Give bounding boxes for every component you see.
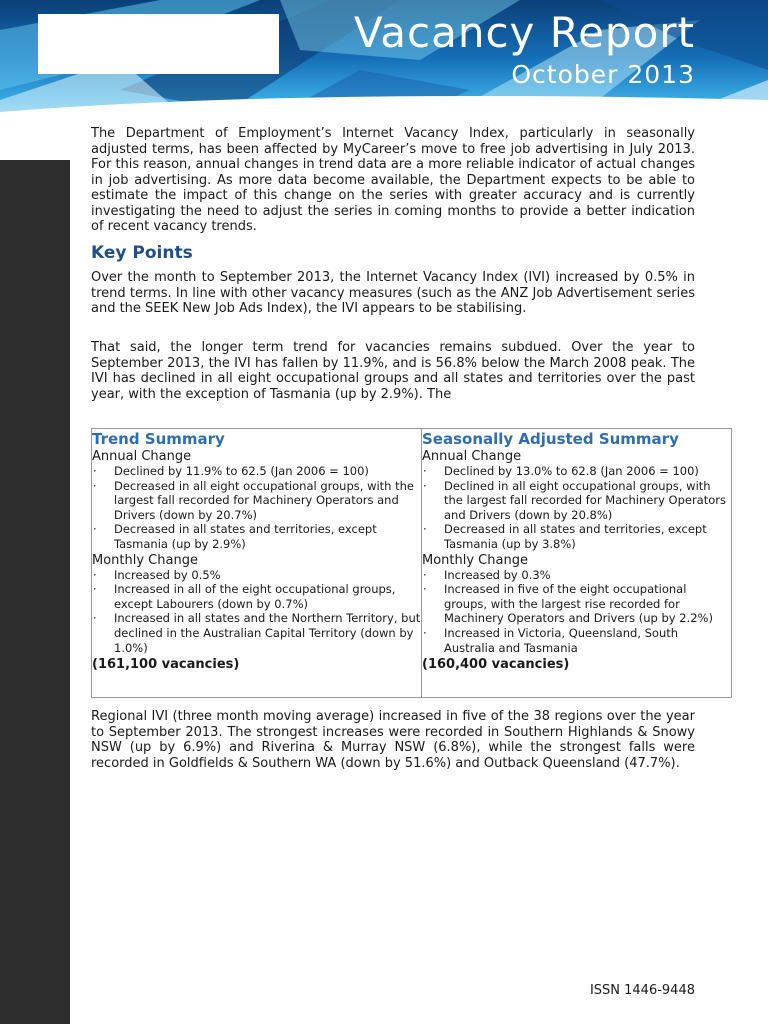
key-points-heading: Key Points: [91, 243, 193, 263]
trend-annual-list: [92, 464, 421, 552]
sa-annual-heading: Annual Change: [422, 449, 522, 464]
list-item: · Increased in all states and the Northern Territory, but declined in the Australian Capital Territory (down by 1.0%): [92, 611, 421, 655]
list-item: · Increased in Victoria, Queensland, South Australia and Tasmania: [422, 626, 731, 655]
list-item: · Increased by 0.3%: [422, 568, 731, 583]
list-item: · Increased in five of the eight occupational groups, with the largest rise recorded for Machinery Operators and Drivers (up by 2.2%): [422, 582, 731, 626]
report-title: Vacancy Report: [353, 8, 695, 57]
report-date: October 2013: [511, 60, 695, 89]
list-item: · Decreased in all eight occupational groups, with the largest fall recorded for Machinery Operators and Drivers (down by 20.7%): [92, 479, 421, 523]
intro-paragraph: The Department of Employment’s Internet Vacancy Index, particularly in seasonally adjusted terms, has been affected by MyCareer’s move to free job advertising in July 2013. For this reason, annual changes in trend data are a more reliable indicator of actual changes in job advertising. As more data become available, the Department expects to be able to estimate the impact of this change on the series with greater accuracy and is currently investigating the need to adjust the series in coming months to provide a better indication of recent vacancy trends.: [91, 126, 695, 234]
summary-table: [91, 428, 732, 698]
trend-summary-column: [92, 429, 422, 697]
regional-paragraph: Regional IVI (three month moving average) increased in five of the 38 regions over the year to September 2013. The strongest increases were recorded in Southern Highlands & Snowy NSW (up by 6.9%) and Riverina & Murray NSW (6.8%), while the strongest falls were recorded in Goldfields & Southern WA (down by 51.6%) and Outback Queensland (47.7%).: [91, 709, 695, 771]
key-points-paragraph-1: Over the month to September 2013, the Internet Vacancy Index (IVI) increased by 0.5% in trend terms. In line with other vacancy measures (such as the ANZ Job Advertisement series and the SEEK New Job Ads Index), the IVI appears to be stabilising.: [91, 270, 695, 316]
list-item: · Increased in all of the eight occupational groups, except Labourers (down by 0.7%): [92, 582, 421, 611]
sa-monthly-heading: Monthly Change: [422, 552, 528, 568]
trend-summary-title: Trend Summary: [92, 430, 225, 448]
logo-placeholder: [38, 14, 279, 74]
sa-summary-title: Seasonally Adjusted Summary: [422, 430, 679, 448]
sa-total-vacancies: (160,400 vacancies): [422, 657, 570, 673]
issn-number: ISSN 1446-9448: [589, 983, 695, 998]
key-points-paragraph-2: That said, the longer term trend for vacancies remains subdued. Over the year to September 2013, the IVI has fallen by 11.9%, and is 56.8% below the March 2008 peak. The IVI has declined in all eight occupational groups and all states and territories over the past year, with the exception of Tasmania (up by 2.9%). The: [91, 340, 695, 402]
trend-monthly-list: [92, 568, 421, 656]
list-item: · Declined by 11.9% to 62.5 (Jan 2006 = 100): [92, 464, 421, 479]
list-item: · Increased by 0.5%: [92, 568, 421, 583]
sa-annual-list: [422, 464, 731, 552]
sa-summary-column: [422, 429, 731, 697]
sa-monthly-list: [422, 568, 731, 656]
list-item: · Decreased in all states and territories, except Tasmania (up by 3.8%): [422, 522, 731, 551]
header-banner: [0, 0, 768, 130]
list-item: · Declined by 13.0% to 62.8 (Jan 2006 = 100): [422, 464, 731, 479]
trend-monthly-heading: Monthly Change: [92, 552, 198, 568]
list-item: · Decreased in all states and territories, except Tasmania (up by 2.9%): [92, 522, 421, 551]
list-item: · Declined in all eight occupational groups, with the largest fall recorded for Machinery Operators and Drivers (down by 20.8%): [422, 479, 731, 523]
left-sidebar-bar: [0, 160, 70, 1024]
trend-annual-heading: Annual Change: [92, 449, 192, 464]
trend-total-vacancies: (161,100 vacancies): [92, 657, 240, 673]
